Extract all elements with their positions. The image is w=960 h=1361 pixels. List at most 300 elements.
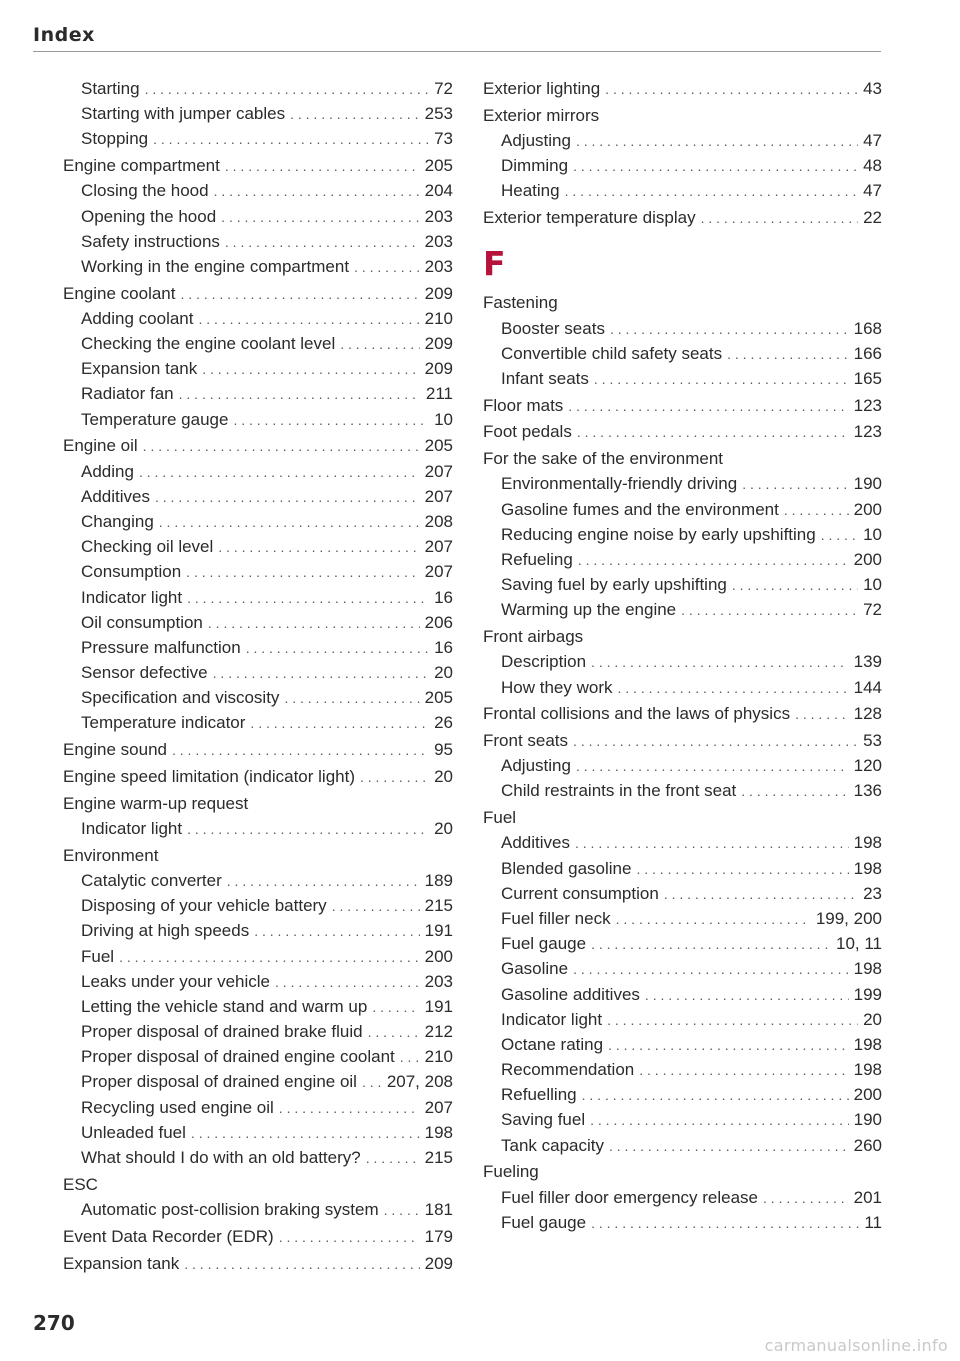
dot-leader [565,179,858,204]
dot-leader [186,560,419,585]
dot-leader [594,367,849,392]
dot-leader [208,611,420,636]
index-entry [63,791,453,816]
index-entry-label: Infant seats [501,368,589,388]
index-entry [63,1069,453,1094]
index-entry-page: 128 [853,704,882,724]
dot-leader [591,932,831,957]
dot-leader [191,1121,420,1146]
page-header-title: Index [33,24,95,46]
index-entry [63,559,453,584]
index-entry-page: 212 [424,1022,453,1042]
dot-leader [568,394,848,419]
index-entry [63,1145,453,1170]
index-entry [483,316,882,341]
index-entry-label: Description [501,652,587,672]
index-entry-page: 95 [434,740,453,760]
index-entry-page: 191 [424,996,453,1016]
index-entry-page: 198 [853,959,882,979]
index-entry-page: 10, 11 [835,934,882,954]
index-entry-label: Fueling [483,1162,539,1182]
index-entry-label: Fuel gauge [501,934,587,954]
index-entry-label: Engine compartment [63,156,220,176]
index-entry [63,816,453,841]
index-entry-page: 139 [853,652,882,672]
index-entry-page: 72 [863,600,882,620]
index-entry [63,737,453,762]
dot-leader [741,779,848,804]
index-entry-label: Fuel filler door emergency release [501,1187,759,1207]
dot-leader [732,573,858,598]
dot-leader [575,831,849,856]
dot-leader [372,995,419,1020]
index-entry-page: 123 [853,395,882,415]
index-entry [483,1032,882,1057]
page-number: 270 [33,1311,75,1335]
index-entry-page: 123 [853,422,882,442]
index-entry-label: Catalytic converter [81,870,222,890]
dot-leader [577,420,849,445]
index-entry [483,446,882,471]
index-entry-page: 200 [853,549,882,569]
index-entry-page: 72 [434,79,453,98]
dot-leader [139,460,420,485]
index-entry [483,76,882,101]
dot-leader [284,686,419,711]
index-entry-page: 198 [853,833,882,853]
dot-leader [213,661,429,686]
dot-leader [607,1008,858,1033]
dot-leader [340,332,419,357]
index-entry [483,471,882,496]
index-entry-page: 200 [424,946,453,966]
index-entry [483,1057,882,1082]
index-entry [63,893,453,918]
index-entry-label: Checking oil level [81,537,214,557]
watermark: carmanualsonline.info [764,1336,948,1355]
dot-leader [681,598,858,623]
index-entry [63,331,453,356]
index-entry-label: Tank capacity [501,1135,604,1155]
index-entry-page: 205 [424,156,453,176]
index-entry [63,944,453,969]
index-entry-page: 206 [424,612,453,632]
index-entry [63,356,453,381]
index-entry-label: Radiator fan [81,384,174,404]
dot-leader [360,765,429,790]
index-entry [483,290,882,315]
dot-leader [362,1070,382,1095]
index-entry-label: Starting [81,79,140,98]
dot-leader [221,205,419,230]
index-entry-page: 20 [434,819,453,838]
index-entry-label: Exterior lighting [483,79,601,98]
index-entry-label: Recycling used engine oil [81,1097,274,1117]
index-entry [63,1044,453,1069]
dot-leader [591,1211,859,1236]
dot-leader [202,357,419,382]
dot-leader [153,127,429,152]
index-entry [483,675,882,700]
index-entry-page: 73 [434,129,453,149]
index-entry-label: ESC [63,1174,98,1194]
index-entry-label: Engine speed limitation (indicator light) [63,767,355,787]
index-entry-page: 198 [853,858,882,878]
index-entry-label: Recommendation [501,1060,635,1080]
index-entry-label: Saving fuel [501,1110,586,1130]
dot-leader [617,676,848,701]
index-entry-label: Current consumption [501,883,659,903]
index-entry-label: Front seats [483,731,569,751]
index-entry-label: Checking the engine coolant level [81,334,336,354]
index-entry [483,341,882,366]
dot-leader [368,1020,420,1045]
index-entry [483,856,882,881]
dot-leader [616,907,811,932]
index-entry-page: 43 [863,79,882,98]
index-entry [483,778,882,803]
index-entry-page: 11 [864,1212,882,1232]
dot-leader [214,179,420,204]
dot-leader [400,1045,420,1070]
index-entry-label: Reducing engine noise by early upshifting [501,524,816,544]
index-entry-page: 207 [424,461,453,481]
index-entry-page: 189 [424,870,453,890]
index-entry-label: Frontal collisions and the laws of physics [483,704,791,724]
index-entry-label: Leaks under your vehicle [81,971,271,991]
index-entry-label: Floor mats [483,395,564,415]
index-entry [63,635,453,660]
index-entry-page: 215 [424,1148,453,1168]
dot-leader [187,586,429,611]
index-entry-page: 209 [424,359,453,379]
index-entry [483,982,882,1007]
dot-leader [227,869,420,894]
index-entry [63,1224,453,1249]
index-entry-page: 23 [863,883,882,903]
index-entry [63,969,453,994]
index-entry-page: 207, 208 [386,1072,453,1092]
dot-leader [821,523,858,548]
index-entry-page: 215 [424,896,453,916]
index-entry-label: Gasoline fumes and the environment [501,499,779,519]
dot-leader [145,77,429,102]
dot-leader [233,408,429,433]
index-entry [483,624,882,649]
dot-leader [605,77,858,102]
index-entry [63,1120,453,1145]
index-group-e-continued [483,76,882,230]
dot-leader [742,472,848,497]
index-entry [483,547,882,572]
dot-leader [573,154,858,179]
dot-leader [608,1033,849,1058]
index-entry-page: 207 [424,486,453,506]
index-entry [483,906,882,931]
index-entry-page: 210 [424,308,453,328]
dot-leader [279,1096,420,1121]
index-entry-page: 47 [863,181,882,201]
dot-leader [250,711,429,736]
dot-leader [609,1134,849,1159]
dot-leader [639,1058,848,1083]
index-entry-label: Disposing of your vehicle battery [81,896,327,916]
index-entry-label: Environment [63,845,159,865]
index-entry-page: 209 [424,283,453,303]
index-entry [63,204,453,229]
index-entry [483,497,882,522]
index-entry [483,1185,882,1210]
index-entry-page: 190 [853,474,882,494]
index-entry-label: Engine warm-up request [63,793,249,813]
index-entry-label: Consumption [81,562,182,582]
index-entry-label: Stopping [81,129,149,149]
dot-leader [155,485,420,510]
index-entry-page: 199, 200 [815,908,882,928]
index-entry-page: 198 [853,1034,882,1054]
dot-leader [366,1146,420,1171]
index-entry-page: 207 [424,1097,453,1117]
index-entry-page: 22 [863,208,882,228]
index-entry-label: Opening the hood [81,206,217,226]
index-entry [483,830,882,855]
index-entry-page: 198 [424,1122,453,1142]
index-group-f [483,290,882,1235]
index-entry [483,128,882,153]
index-entry-page: 200 [853,499,882,519]
index-entry [63,868,453,893]
index-entry-label: Starting with jumper cables [81,104,286,124]
index-entry-page: 207 [424,562,453,582]
index-entry [483,419,882,444]
index-entry [483,1133,882,1158]
index-entry [483,649,882,674]
index-entry-page: 20 [863,1009,882,1029]
dot-leader [701,206,858,231]
index-entry-label: Additives [501,833,570,853]
index-entry-label: Warming up the engine [501,600,677,620]
index-entry-page: 203 [424,206,453,226]
index-entry [63,994,453,1019]
dot-leader [187,817,429,842]
index-entry [483,805,882,830]
index-entry-page: 190 [853,1110,882,1130]
dot-leader [119,945,420,970]
index-entry-label: Fuel [81,946,115,966]
dot-leader [578,548,849,573]
dot-leader [573,729,858,754]
dot-leader [218,535,419,560]
index-entry-label: Exterior temperature display [483,208,696,228]
index-entry-page: 205 [424,436,453,456]
index-entry-label: Fuel [483,808,517,828]
dot-leader [664,882,858,907]
index-entry-page: 205 [424,688,453,708]
index-entry-label: Driving at high speeds [81,921,250,941]
index-entry-label: Proper disposal of drained engine coolant [81,1047,395,1067]
index-entry-label: Indicator light [81,819,183,838]
index-entry-label: Letting the vehicle stand and warm up [81,996,368,1016]
index-entry-label: Environmentally-friendly driving [501,474,738,494]
dot-leader [590,1108,849,1133]
index-column-right [483,76,882,1235]
index-entry-label: Expansion tank [81,359,198,379]
index-entry [63,1172,453,1197]
dot-leader [576,754,849,779]
index-entry [483,366,882,391]
index-entry-label: Gasoline additives [501,984,640,1004]
index-entry-label: Fuel filler neck [501,908,611,928]
index-entry-label: Adjusting [501,130,571,150]
index-entry-page: 144 [853,677,882,697]
dot-leader [384,1198,420,1223]
index-column-left [63,76,453,1276]
index-entry-page: 53 [863,731,882,751]
index-entry [483,178,882,203]
index-entry [483,572,882,597]
index-entry [63,1095,453,1120]
dot-leader [290,102,420,127]
index-entry-page: 168 [853,318,882,338]
index-entry [63,306,453,331]
index-entry-label: Convertible child safety seats [501,343,723,363]
dot-leader [636,857,848,882]
index-entry-label: Unleaded fuel [81,1122,186,1142]
index-entry-label: Engine coolant [63,283,176,303]
index-entry [483,701,882,726]
index-entry-label: Fuel gauge [501,1212,587,1232]
dot-leader [179,382,421,407]
index-entry-page: 10 [434,409,453,429]
dot-leader [727,342,849,367]
index-entry [483,881,882,906]
index-entry [483,1159,882,1184]
index-entry [63,843,453,868]
index-entry-label: Saving fuel by early upshifting [501,575,727,595]
index-entry-label: Booster seats [501,318,605,338]
index-entry-label: Specification and viscosity [81,688,280,708]
index-entry [63,381,453,406]
index-entry-page: 199 [853,984,882,1004]
index-entry [63,918,453,943]
index-entry [63,660,453,685]
index-entry-page: 211 [425,384,453,404]
index-entry-page: 210 [424,1047,453,1067]
index-entry-page: 10 [863,575,882,595]
index-entry-page: 20 [434,767,453,787]
index-entry-page: 209 [424,334,453,354]
index-entry-page: 136 [853,781,882,801]
index-entry-page: 16 [434,587,453,607]
dot-leader [225,230,420,255]
index-entry-label: Event Data Recorder (EDR) [63,1226,274,1246]
index-entry [63,178,453,203]
index-entry-page: 253 [424,104,453,124]
index-entry-page: 209 [424,1253,453,1273]
index-entry-page: 191 [424,921,453,941]
index-entry-label: Octane rating [501,1034,604,1054]
index-entry-page: 203 [424,231,453,251]
index-entry [483,956,882,981]
index-entry-page: 179 [424,1226,453,1246]
index-entry-label: Automatic post-collision braking system [81,1200,379,1219]
dot-leader [184,1252,419,1277]
index-entry [63,534,453,559]
index-entry-label: Proper disposal of drained brake fluid [81,1022,363,1042]
dot-leader [332,894,420,919]
dot-leader [159,510,420,535]
index-entry-label: Proper disposal of drained engine oil [81,1072,357,1092]
header-divider [33,51,881,52]
index-entry-page: 203 [424,256,453,276]
index-entry [483,1210,882,1235]
index-entry-label: Heating [501,181,560,201]
index-entry-label: How they work [501,677,613,697]
dot-leader [143,434,420,459]
index-entry-page: 204 [424,181,453,201]
index-entry [483,597,882,622]
index-entry [483,728,882,753]
index-entry-label: Fastening [483,293,558,313]
index-entry-page: 16 [434,637,453,657]
index-entry-label: Dimming [501,156,569,176]
index-entry [63,764,453,789]
index-entry [483,522,882,547]
dot-leader [645,983,849,1008]
index-entry-page: 208 [424,511,453,531]
index-entry-page: 201 [853,1187,882,1207]
index-entry [63,281,453,306]
index-entry-label: Blended gasoline [501,858,632,878]
index-entry [63,585,453,610]
index-entry-page: 181 [424,1200,453,1219]
index-entry-label: Sensor defective [81,663,208,683]
index-entry-label: Front airbags [483,627,584,647]
index-entry-label: Foot pedals [483,422,572,442]
index-entry-label: Expansion tank [63,1253,180,1273]
index-entry-label: Adjusting [501,756,571,776]
index-entry-label: Pressure malfunction [81,637,241,657]
index-entry-page: 20 [434,663,453,683]
dot-leader [246,636,429,661]
dot-leader [279,1225,420,1250]
index-entry-label: Indicator light [501,1009,603,1029]
dot-leader [582,1083,849,1108]
index-entry-page: 165 [853,368,882,388]
dot-leader [180,282,419,307]
index-entry-label: Closing the hood [81,181,209,201]
index-entry-label: Gasoline [501,959,569,979]
index-entry [483,1107,882,1132]
index-entry [483,753,882,778]
index-entry [63,1251,453,1276]
index-entry [63,1197,453,1222]
dot-leader [610,317,849,342]
index-entry [63,229,453,254]
dot-leader [795,702,849,727]
index-entry-page: 200 [853,1085,882,1105]
index-entry [483,205,882,230]
index-entry-label: Engine sound [63,740,167,760]
dot-leader [573,957,849,982]
index-entry-label: Changing [81,511,154,531]
dot-leader [354,255,420,280]
index-entry-label: Child restraints in the front seat [501,781,737,801]
index-entry-page: 260 [853,1135,882,1155]
dot-leader [591,650,849,675]
index-entry [483,1007,882,1032]
index-entry-label: Engine oil [63,436,138,456]
